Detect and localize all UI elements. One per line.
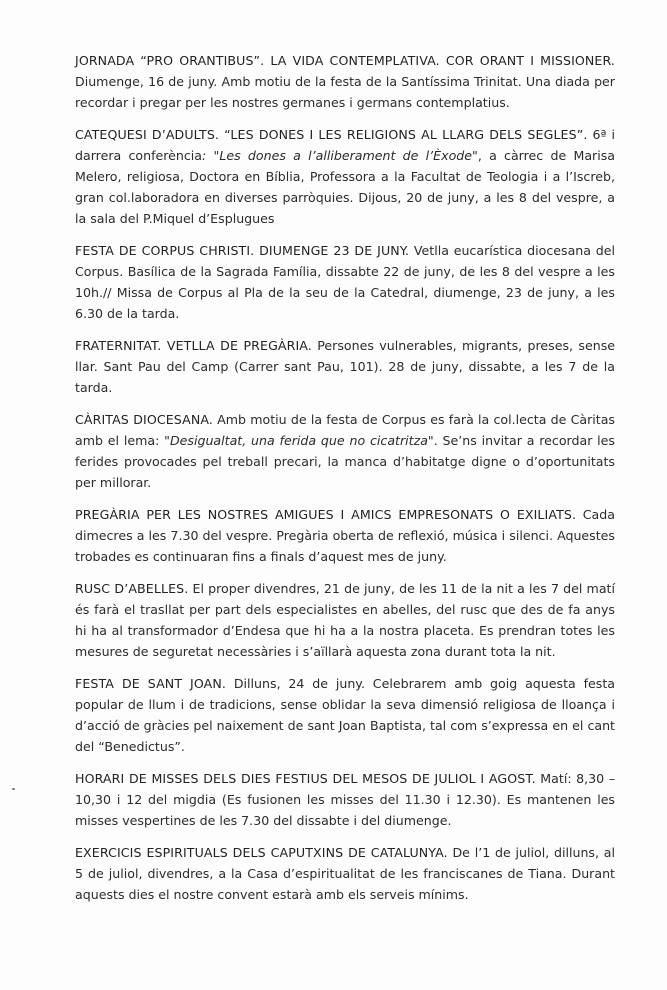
notice-heading: JORNADA “PRO ORANTIBUS”. LA VIDA CONTEMPLATIVA. COR ORANT I MISSIONER. (75, 53, 615, 68)
notice-rusc-abelles (75, 578, 615, 662)
notice-horari-misses (75, 768, 615, 831)
notice-body-continued: , a càrrec de Marisa Melero, religiosa, Doctora en Bíblia, Professora a la Facultat de Teologia i a l’Iscreb, gran col.laboradora en diverses parròquies. Dijous, 20 de juny, a les 8 del vespre, a la sala del P.Miquel d’Esplugues (75, 148, 615, 226)
notice-heading: CÀRITAS DIOCESANA. (75, 412, 213, 427)
campaign-slogan: "Desigualtat, una ferida que no cicatritza" (164, 433, 434, 448)
conference-title: : "Les dones a l’alliberament de l’Èxode" (202, 148, 478, 163)
notice-body: Diumenge, 16 de juny. Amb motiu de la festa de la Santíssima Trinitat. Una diada per recordar i pregar per les nostres germanes i germans contemplatius. (75, 74, 615, 110)
notice-sant-joan (75, 673, 615, 757)
notice-body: Matí: 8,30 – 10,30 i 12 del migdia (Es fusionen les misses del 11.30 i 12.30). Es mantenen les misses vespertines de les 7.30 del dissabte i del diumenge. (75, 771, 616, 828)
notice-heading: FESTA DE SANT JOAN. (75, 676, 226, 691)
notice-heading: PREGÀRIA PER LES NOSTRES AMIGUES I AMICS EMPRESONATS O EXILIATS. (75, 507, 577, 522)
notice-heading: FESTA DE CORPUS CHRISTI. DIUMENGE 23 DE JUNY. (75, 243, 410, 258)
notice-body: Vetlla eucarística diocesana del Corpus. Basílica de la Sagrada Família, dissabte 22 de juny, de les 8 del vespre a les 10h.// Missa de Corpus al Pla de la seu de la Catedral, diumenge, 23 de juny, a les 6.30 de la tarda. (75, 243, 615, 321)
notice-body: Amb motiu de la festa de Corpus es farà la col.lecta de Càritas amb el lema: (75, 412, 615, 448)
notice-fraternitat (75, 335, 615, 398)
notice-heading: HORARI DE MISSES DELS DIES FESTIUS DEL MESOS DE JULIOL I AGOST. (75, 771, 536, 786)
notice-body-continued: . Se’ns invitar a recordar les ferides provocades pel treball precari, la manca d’habitatge digne o d’oportunitats per millorar. (75, 433, 615, 490)
notice-body: Dilluns, 24 de juny. Celebrarem amb goig aquesta festa popular de llum i de tradicions, sense oblidar la seva dimensió religiosa de lloança i d’acció de gràcies pel naixement de sant Joan Baptista, tal com s’expressa en el cant del “Benedictus”. (75, 676, 615, 754)
notice-heading: RUSC D’ABELLES. (75, 581, 189, 596)
notice-heading: CATEQUESI D’ADULTS. “LES DONES I LES RELIGIONS AL LLARG DELS SEGLES”. (75, 127, 588, 142)
notice-body: De l’1 de juliol, dilluns, al 5 de juliol, divendres, a la Casa d’espiritualitat de les franciscanes de Tiana. Durant aquests dies el nostre convent estarà amb els serveis mínims. (75, 845, 615, 902)
notice-heading: FRATERNITAT. VETLLA DE PREGÀRIA. (75, 338, 312, 353)
notice-caritas-diocesana (75, 409, 615, 493)
notice-pregaria-empresonats (75, 504, 615, 567)
notice-body: Cada dimecres a les 7.30 del vespre. Pregària oberta de reflexió, música i silenci. Aquestes trobades es continuaran fins a finals d’aquest mes de juny. (75, 507, 615, 564)
notice-exercicis-espirituals (75, 842, 615, 905)
notice-heading: EXERCICIS ESPIRITUALS DELS CAPUTXINS DE CATALUNYA. (75, 845, 448, 860)
notice-jornada-pro-orantibus (75, 50, 615, 113)
notice-body: El proper divendres, 21 de juny, de les 11 de la nit a les 7 del matí és farà el trasllat per part dels especialistes en abelles, del rusc que des de fa anys hi ha al transformador d’Endesa que hi ha a la nostra placeta. Es prendran totes les mesures de seguretat necessàries i s’aïllarà aquesta zona durant tota la nit. (75, 581, 615, 659)
notice-body: 6ª i darrera conferència (75, 127, 615, 163)
notice-catequesi-adults (75, 124, 615, 229)
notice-body: Persones vulnerables, migrants, preses, sense llar. Sant Pau del Camp (Carrer sant Pau, 101). 28 de juny, dissabte, a les 7 de la tarda. (75, 338, 615, 395)
notice-corpus-christi (75, 240, 615, 324)
scan-speck (12, 788, 15, 790)
